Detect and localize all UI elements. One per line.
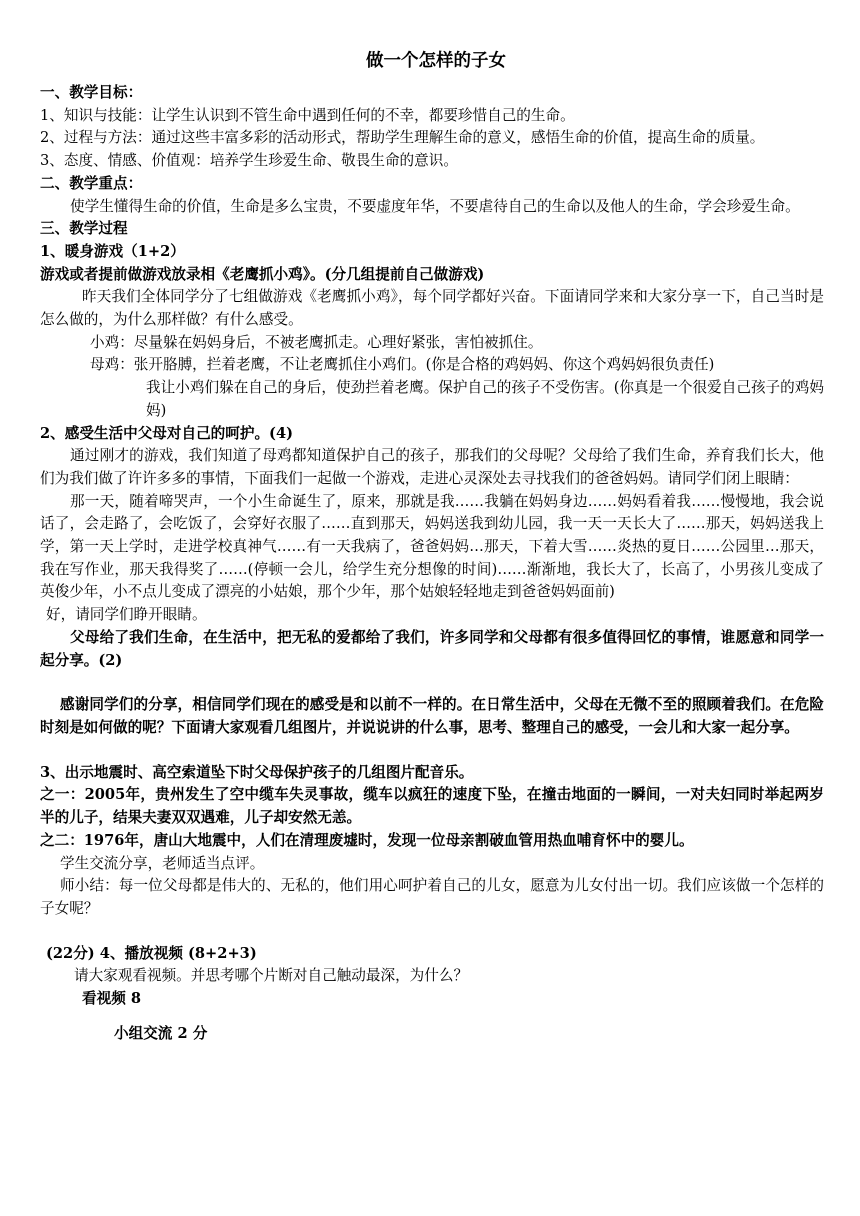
step1-chick-role: 小鸡：尽量躲在妈妈身后，不被老鹰抓走。心理好紧张，害怕被抓住。: [90, 333, 543, 351]
process-heading: 三、教学过程: [40, 220, 128, 238]
key-points-heading: 二、教学重点：: [40, 174, 143, 192]
step1-subheading: 游戏或者提前做游戏放录相《老鹰抓小鸡》。(分几组提前自己做游戏): [40, 265, 485, 283]
step1-paragraph: 昨天我们全体同学分了七组做游戏《老鹰抓小鸡》，每个同学都好兴奋。下面请同学来和大家分享一下，自己当时是怎么做的，为什么那样做？有什么感受。: [40, 288, 824, 329]
step2-intro: 通过刚才的游戏，我们知道了母鸡都知道保护自己的孩子，那我们的父母呢？父母给了我们生命，养育我们长大，他们为我们做了许许多多的事情，下面我们一起做一个游戏，走进心灵深处去寻找我们的爸爸妈妈。请同学们闭上眼睛：: [40, 447, 824, 487]
step3-case-two: 之二：1976年，唐山大地震中，人们在清理废墟时，发现一位母亲割破血管用热血哺育怀中的婴儿。: [40, 831, 694, 849]
step2-open-eyes: 好，请同学们睁开眼睛。: [46, 606, 207, 624]
step3-student-share: 学生交流分享，老师适当点评。: [60, 854, 265, 872]
step4-watch-video: 看视频 8: [82, 990, 142, 1008]
document-page: [40, 48, 824, 1045]
step2-story: 那一天，随着啼哭声，一个小生命诞生了，原来，那就是我……我躺在妈妈身边……妈妈看着我……慢慢地，我会说话了，会走路了，会吃饭了，会穿好衣服了……直到那天，妈妈送我到幼儿园，我一天一天长大了……那天，妈妈送我上学，第一天上学时，走进学校真神气……有一天我病了，爸爸妈妈…那天，下着大雪……炎热的夏日……公园里…那天，我在写作业，那天我得奖了……(停顿一会儿，给学生充分想像的时间)……渐渐地，我长大了，长高了，小男孩儿变成了英俊少年，小不点儿变成了漂亮的小姑娘，那个少年，那个姑娘轻轻地走到爸爸妈妈面前): [40, 492, 824, 601]
goal-attitude: 3、态度、情感、价值观：培养学生珍爱生命、敬畏生命的意识。: [40, 152, 458, 170]
step1-hen-role: 母鸡：张开胳膊，拦着老鹰，不让老鹰抓住小鸡们。(你是合格的鸡妈妈、你这个鸡妈妈很负责任): [90, 356, 715, 374]
step4-group-discussion: 小组交流 2 分: [114, 1024, 208, 1042]
step4-instruction: 请大家观看视频。并思考哪个片断对自己触动最深，为什么？: [74, 967, 469, 985]
step4-heading: (22分) 4、播放视频 (8+2+3): [46, 944, 257, 962]
step1-hen-role-continued: 我让小鸡们躲在自己的身后，使劲拦着老鹰。保护自己的孩子不受伤害。(你真是一个很爱自己孩子的鸡妈妈): [146, 379, 824, 419]
step3-summary: 师小结：每一位父母都是伟大的、无私的，他们用心呵护着自己的儿女，愿意为儿女付出一切。我们应该做一个怎样的子女呢？: [40, 877, 824, 917]
goal-knowledge: 1、知识与技能：让学生认识到不管生命中遇到任何的不幸，都要珍惜自己的生命。: [40, 106, 575, 124]
page-title: 做一个怎样的子女: [366, 51, 506, 71]
step2-thanks: 感谢同学们的分享，相信同学们现在的感受是和以前不一样的。在日常生活中，父母在无微不至的照顾着我们。在危险时刻是如何做的呢？下面请大家观看几组图片，并说说讲的什么事，思考、整理自己的感受，一会儿和大家一起分享。: [40, 696, 824, 736]
step2-heading: 2、感受生活中父母对自己的呵护。(4): [40, 424, 294, 442]
goals-heading: 一、教学目标：: [40, 84, 143, 101]
step3-case-one: 之一：2005年，贵州发生了空中缆车失灵事故，缆车以疯狂的速度下坠，在撞击地面的一瞬间，一对夫妇同时举起两岁半的儿子，结果夫妻双双遇难，儿子却安然无恙。: [40, 786, 824, 827]
step1-heading: 1、暖身游戏（1+2）: [40, 242, 185, 260]
key-points-text: 使学生懂得生命的价值，生命是多么宝贵，不要虚度年华，不要虐待自己的生命以及他人的生命，学会珍爱生命。: [70, 197, 800, 215]
goal-process: 2、过程与方法：通过这些丰富多彩的活动形式，帮助学生理解生命的意义，感悟生命的价值，提高生命的质量。: [40, 129, 765, 147]
step3-heading: 3、出示地震时、高空索道坠下时父母保护孩子的几组图片配音乐。: [40, 763, 474, 781]
step2-share-prompt: 父母给了我们生命，在生活中，把无私的爱都给了我们，许多同学和父母都有很多值得回忆的事情，谁愿意和同学一起分享。(2): [40, 628, 824, 669]
